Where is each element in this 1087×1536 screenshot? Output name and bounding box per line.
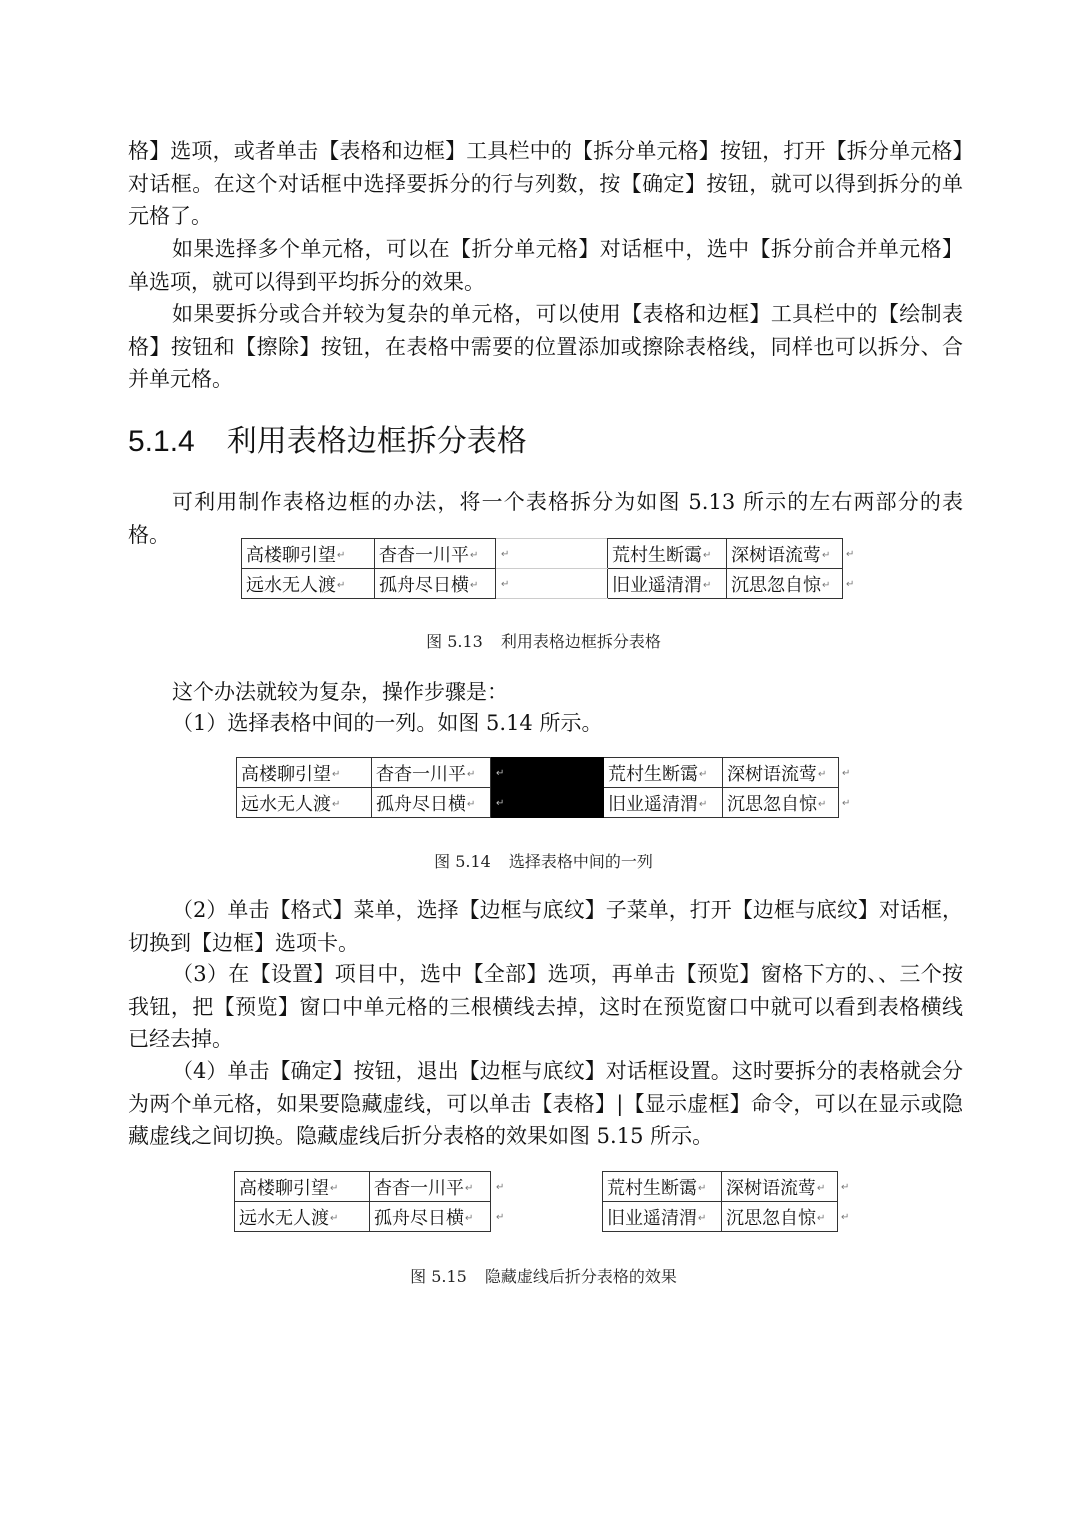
table-cell: 孤舟尽日横↵ bbox=[375, 569, 496, 599]
table-row bbox=[242, 539, 859, 569]
row-end-mark: ↵ bbox=[841, 1211, 850, 1223]
figure-5-13-table bbox=[241, 538, 859, 599]
table-cell: 孤舟尽日横↵ bbox=[372, 788, 491, 818]
caption-number: 图 5.15 bbox=[410, 1267, 467, 1286]
table-cell: 高楼聊引望↵ bbox=[242, 539, 375, 569]
table-row bbox=[237, 788, 855, 818]
figure-5-14-caption bbox=[0, 851, 1087, 873]
paragraph-steps-intro: 这个办法就较为复杂，操作步骤是： bbox=[172, 680, 508, 704]
paragraph-intro: 可利用制作表格边框的办法，将一个表格拆分为如图 5.13 所示的左右两部分的表格。 bbox=[128, 490, 963, 547]
table-cell-empty: ↵ bbox=[496, 569, 608, 599]
table-cell: 旧业遥清渭↵ bbox=[604, 788, 723, 818]
row-end-mark: ↵ bbox=[846, 548, 855, 560]
table-cell: 旧业遥清渭↵ bbox=[603, 1202, 722, 1232]
table-row bbox=[235, 1172, 854, 1202]
table-cell: 远水无人渡↵ bbox=[237, 788, 372, 818]
table-cell-hidden: ↵ bbox=[496, 1211, 505, 1223]
paragraph-step-3: （3）在【设置】项目中，选中【全部】选项，再单击【预览】窗格下方的、、三个按我钮，把【预览】窗口中单元格的三根横线去掉，这时在预览窗口中就可以看到表格横线已经去掉。 bbox=[128, 962, 963, 1051]
table-cell: 沉思忽自惊↵ bbox=[723, 788, 839, 818]
table-cell: 孤舟尽日横↵ bbox=[370, 1202, 491, 1232]
table-row bbox=[235, 1202, 854, 1232]
table-cell: 杳杳一川平↵ bbox=[375, 539, 496, 569]
row-end-mark: ↵ bbox=[842, 767, 851, 779]
section-heading bbox=[128, 422, 527, 462]
caption-text: 选择表格中间的一列 bbox=[508, 852, 653, 871]
table-cell: 深树语流莺↵ bbox=[722, 1172, 838, 1202]
row-end-mark: ↵ bbox=[841, 1181, 850, 1193]
section-title: 利用表格边框拆分表格 bbox=[226, 424, 527, 459]
table-cell: 杳杳一川平↵ bbox=[370, 1172, 491, 1202]
figure-5-15-caption bbox=[0, 1266, 1087, 1288]
caption-text: 利用表格边框拆分表格 bbox=[500, 632, 661, 651]
figure-5-15-table bbox=[234, 1171, 854, 1232]
table-cell-hidden: ↵ bbox=[496, 1181, 505, 1193]
paragraph-multi-cell: 如果选择多个单元格，可以在【折分单元格】对话框中，选中【拆分前合并单元格】单选项，就可以得到平均拆分的效果。 bbox=[128, 237, 963, 294]
table-row bbox=[242, 569, 859, 599]
table-cell-empty: ↵ bbox=[496, 539, 608, 569]
table-cell: 荒村生断霭↵ bbox=[604, 758, 723, 788]
paragraph-step-4: （4）单击【确定】按钮，退出【边框与底纹】对话框设置。这时要拆分的表格就会分为两个单元格，如果要隐藏虚线，可以单击【表格】|【显示虚框】命令，可以在显示或隐藏虚线之间切换。隐藏虚线后折分表格的效果如图 5.15 所示。 bbox=[128, 1059, 963, 1148]
table-cell: 旧业遥清渭↵ bbox=[608, 569, 727, 599]
table-cell: 荒村生断霭↵ bbox=[608, 539, 727, 569]
paragraph-draw-erase: 如果要拆分或合并较为复杂的单元格，可以使用【表格和边框】工具栏中的【绘制表格】按钮和【擦除】按钮，在表格中需要的位置添加或擦除表格线，同样也可以拆分、合并单元格。 bbox=[128, 302, 963, 391]
table-cell: 杳杳一川平↵ bbox=[372, 758, 491, 788]
table-cell: 远水无人渡↵ bbox=[242, 569, 375, 599]
paragraph-split-dialog: 格】选项，或者单击【表格和边框】工具栏中的【拆分单元格】按钮，打开【拆分单元格】对话框。在这个对话框中选择要拆分的行与列数，按【确定】按钮，就可以得到拆分的单元格了。 bbox=[128, 139, 963, 228]
table-cell: 荒村生断霭↵ bbox=[603, 1172, 722, 1202]
paragraph-step-1: （1）选择表格中间的一列。如图 5.14 所示。 bbox=[172, 711, 603, 735]
caption-number: 图 5.14 bbox=[434, 852, 491, 871]
table-cell: 深树语流莺↵ bbox=[727, 539, 843, 569]
table-cell: 远水无人渡↵ bbox=[235, 1202, 370, 1232]
table-cell: 沉思忽自惊↵ bbox=[722, 1202, 838, 1232]
table-cell: 深树语流莺↵ bbox=[723, 758, 839, 788]
table-cell-selected: ↵ bbox=[491, 758, 604, 788]
table-cell: 高楼聊引望↵ bbox=[237, 758, 372, 788]
caption-number: 图 5.13 bbox=[426, 632, 483, 651]
figure-5-13-caption bbox=[0, 631, 1087, 653]
caption-text: 隐藏虚线后折分表格的效果 bbox=[484, 1267, 677, 1286]
table-row bbox=[237, 758, 855, 788]
paragraph-step-2: （2）单击【格式】菜单，选择【边框与底纹】子菜单，打开【边框与底纹】对话框，切换到【边框】选项卡。 bbox=[128, 898, 963, 955]
row-end-mark: ↵ bbox=[846, 578, 855, 590]
section-number: 5.1.4 bbox=[128, 425, 195, 458]
table-cell: 沉思忽自惊↵ bbox=[727, 569, 843, 599]
table-cell-selected: ↵ bbox=[491, 788, 604, 818]
figure-5-14-table bbox=[236, 757, 855, 818]
table-cell: 高楼聊引望↵ bbox=[235, 1172, 370, 1202]
row-end-mark: ↵ bbox=[842, 797, 851, 809]
